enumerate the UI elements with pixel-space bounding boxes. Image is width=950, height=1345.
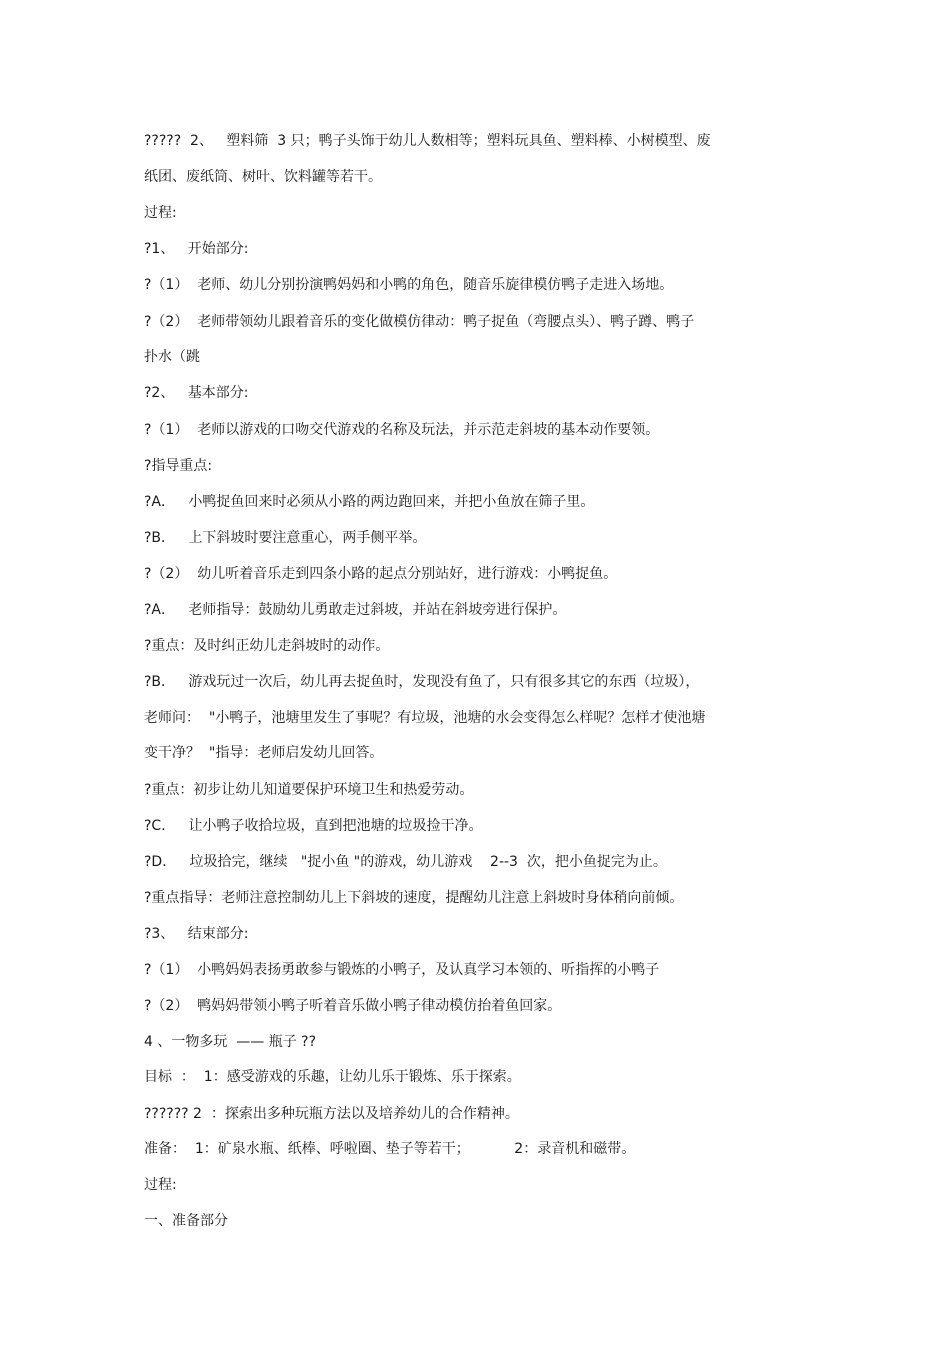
text-line-5: ?（1） 老师、幼儿分别扮演鸭妈妈和小鸭的角色，随音乐旋律模仿鸭子走进入场地。 bbox=[144, 277, 674, 293]
text-line-26: 4 、一物多玩 —— 瓶子 ?? bbox=[144, 1034, 317, 1050]
text-line-3: 过程: bbox=[144, 205, 177, 221]
text-line-8: ?2、 基本部分: bbox=[144, 385, 249, 401]
text-line-1: ????? 2、 塑料筛 3 只；鸭子头饰于幼儿人数相等；塑料玩具鱼、塑料棒、小树模型、废 bbox=[144, 133, 711, 149]
text-line-19: ?重点：初步让幼儿知道要保护环境卫生和热爱劳动。 bbox=[144, 782, 474, 798]
text-line-14: ?A． 老师指导：鼓励幼儿勇敢走过斜坡，并站在斜坡旁进行保护。 bbox=[144, 602, 567, 618]
text-line-31: 一、准备部分 bbox=[144, 1213, 228, 1229]
text-line-2: 纸团、废纸筒、树叶、饮料罐等若干。 bbox=[144, 169, 382, 185]
text-line-17: 老师问： "小鸭子，池塘里发生了事呢？有垃圾，池塘的水会变得怎么样呢？怎样才使池塘 bbox=[144, 710, 706, 726]
text-line-20: ?C． 让小鸭子收拾垃圾，直到把池塘的垃圾捡干净。 bbox=[144, 818, 483, 834]
text-line-24: ?（1） 小鸭妈妈表扬勇敢参与锻炼的小鸭子，及认真学习本领的、听指挥的小鸭子 bbox=[144, 962, 660, 978]
text-line-29: 准备： 1：矿泉水瓶、纸棒、呼啦圈、垫子等若干； 2：录音机和磁带。 bbox=[144, 1141, 636, 1157]
text-line-22: ?重点指导：老师注意控制幼儿上下斜坡的速度，提醒幼儿注意上斜坡时身体稍向前倾。 bbox=[144, 890, 684, 906]
text-line-21: ?D． 垃圾拾完，继续 "捉小鱼 "的游戏，幼儿游戏 2--3 次，把小鱼捉完为止。 bbox=[144, 854, 667, 870]
text-line-28: ?????? 2 ：探索出多种玩瓶方法以及培养幼儿的合作精神。 bbox=[144, 1106, 519, 1122]
text-line-13: ?（2） 幼儿听着音乐走到四条小路的起点分别站好，进行游戏：小鸭捉鱼。 bbox=[144, 566, 618, 582]
text-line-25: ?（2） 鸭妈妈带领小鸭子听着音乐做小鸭子律动模仿抬着鱼回家。 bbox=[144, 998, 562, 1014]
text-line-27: 目标 ： 1：感受游戏的乐趣，让幼儿乐于锻炼、乐于探索。 bbox=[144, 1069, 521, 1085]
text-line-15: ?重点：及时纠正幼儿走斜坡时的动作。 bbox=[144, 638, 390, 654]
text-line-4: ?1、 开始部分: bbox=[144, 241, 249, 257]
text-line-7: 扑水（跳 bbox=[144, 349, 200, 365]
text-line-23: ?3、 结束部分: bbox=[144, 926, 249, 942]
text-line-10: ?指导重点: bbox=[144, 458, 213, 474]
text-line-12: ?B． 上下斜坡时要注意重心，两手侧平举。 bbox=[144, 530, 427, 546]
text-line-30: 过程: bbox=[144, 1177, 177, 1193]
text-line-6: ?（2） 老师带领幼儿跟着音乐的变化做模仿律动：鸭子捉鱼（弯腰点头）、鸭子蹲、鸭子 bbox=[144, 314, 695, 330]
text-line-9: ?（1） 老师以游戏的口吻交代游戏的名称及玩法，并示范走斜坡的基本动作要领。 bbox=[144, 422, 660, 438]
text-line-16: ?B． 游戏玩过一次后，幼儿再去捉鱼时，发现没有鱼了，只有很多其它的东西（垃圾）， bbox=[144, 674, 700, 690]
text-line-11: ?A． 小鸭捉鱼回来时必须从小路的两边跑回来，并把小鱼放在筛子里。 bbox=[144, 494, 595, 510]
text-line-18: 变干净？ "指导：老师启发幼儿回答。 bbox=[144, 745, 384, 761]
